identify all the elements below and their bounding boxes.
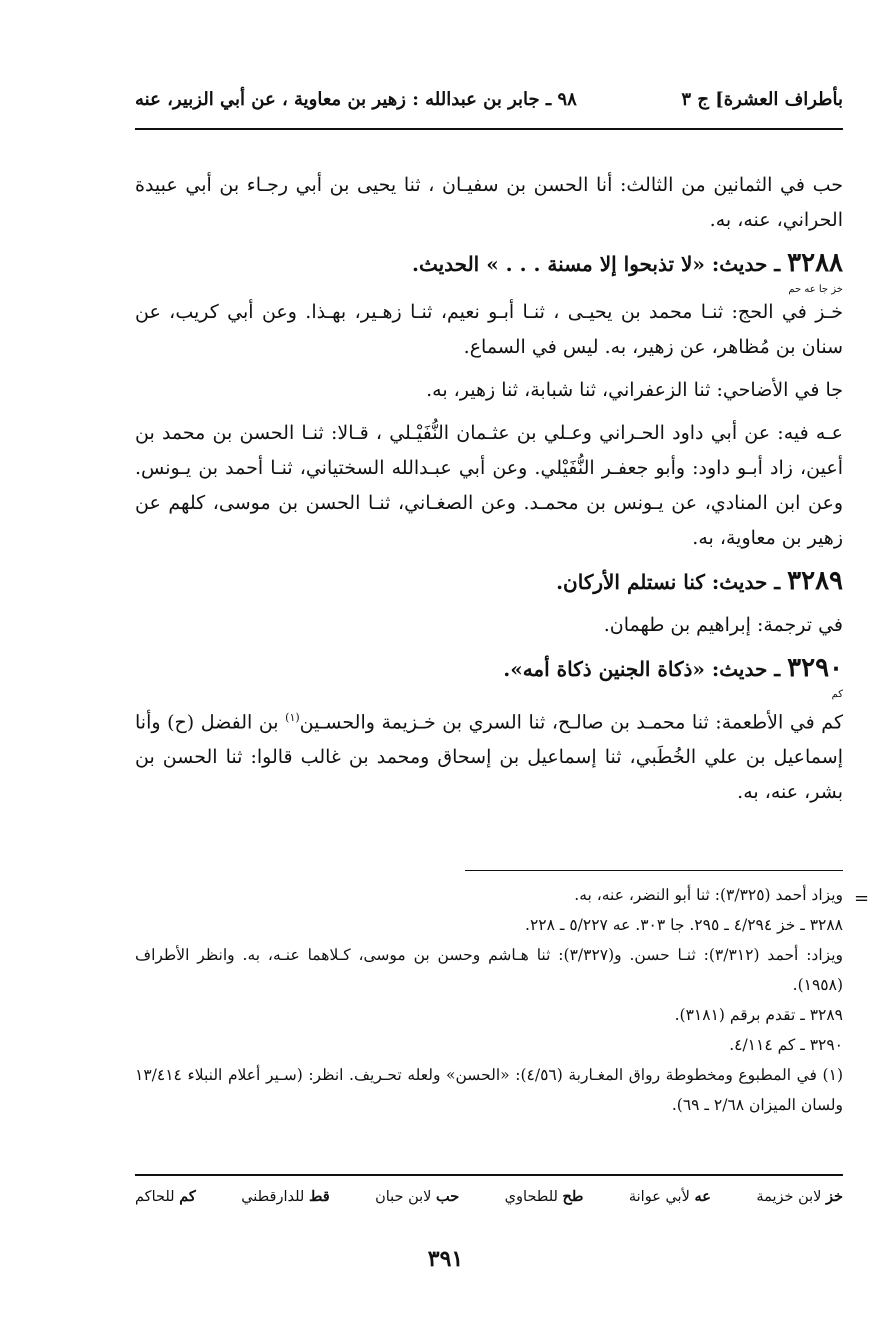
footnote-line: (١) في المطبوع ومخطوطة رواق المغـاربة (٤/٥٦): «الحسن» ولعله تحـريف. انظر: (سـير أعلام النبلاء ١٣/٤١٤ ولسان الميزان ٢/٦٨ ـ ٦٩). [135,1066,843,1114]
header-rule [135,128,843,130]
hadith-number: ٣٢٨٩ [787,566,843,596]
source-sigla: خز جا عه حم [788,284,843,295]
paragraph-part: بن الفضل (ح) وأنا إسماعيل بن علي الخُطَبي، ثنا إسماعيل بن إسحاق ومحمد بن غالب قالوا: ثنا الحسن بن بشر، عنه، به. [135,711,843,804]
footnote-line: ٣٢٩٠ ـ كم ٤/١١٤. [729,1036,843,1054]
paragraph: خـز في الحج: ثنـا محمد بن يحيـى ، ثنـا أبـو نعيم، ثنـا زهـير، بهـذا. وعن أبي كريب، عن سنان بن مُظاهر، عن زهير، به. ليس في السماع. [135,301,843,358]
footnote-rule [465,870,843,871]
hadith-title: ـ حديث: «لا تذبحوا إلا مسنة . . . » الحديث. [412,252,781,276]
sigla-legend [135,1188,843,1205]
source-sigla: كم [831,689,843,700]
paragraph: جا في الأضاحي: ثنا الزعفراني، ثنا شبابة، ثنا زهير، به. [426,379,843,401]
footnote-line: ويزاد أحمد (٣/٣٢٥): ثنا أبو النضر، عنه، به. [574,886,843,904]
paragraph [135,700,843,810]
legend-item: حب لابن حبان [375,1188,460,1205]
page-number: ٣٩١ [427,1246,464,1272]
legend-item: كم للحاكم [135,1188,196,1205]
hadith-number: ٣٢٩٠ [787,653,843,683]
continuation-mark: = [854,888,870,909]
footnotes [135,880,843,1120]
footnote-line: ويزاد: أحمد (٣/٣١٢): ثنـا حسن. و(٣/٣٢٧): ثنا هـاشم وحسن بن موسى، كـلاهما عنـه، به. وانظر الأطراف (١٩٥٨). [135,946,843,994]
running-header [135,82,843,116]
legend-item: قط للدارقطني [241,1188,330,1205]
main-text [135,168,843,818]
hadith-heading-3289 [135,564,843,600]
paragraph: في ترجمة: إبراهيم بن طهمان. [603,614,843,636]
hadith-heading-3288 [135,246,843,282]
legend-rule [135,1174,843,1176]
legend-item: طح للطحاوي [504,1188,584,1205]
header-left-text: ٩٨ ـ جابر بن عبدالله : زهير بن معاوية ، عن أبي الزبير، عنه [135,88,577,110]
paragraph: عـه فيه: عن أبي داود الحـراني وعـلي بن عثـمان النُّفَيْـلي ، قـالا: ثنـا الحسن بن محمد بن أعين، زاد أبـو داود: وأبو جعفـر النُّفَيْلي. وعن أبي عبـدالله السختياني، ثنـا أحمد بن يـونس. وعن ابن المنادي، عن يـونس بن محمـد. وعن الصغـاني، ثنـا الحسن بن موسى، كلهم عن زهير بن معاوية، به. [135,422,843,549]
legend-item: عه لأبي عوانة [628,1188,711,1205]
legend-item: خز لابن خزيمة [756,1188,843,1205]
header-right-text: بأطراف العشرة] ج ٣ [681,88,843,110]
hadith-heading-3290 [135,651,843,687]
hadith-number: ٣٢٨٨ [787,248,843,278]
hadith-title: ـ حديث: كنا نستلم الأركان. [556,570,781,594]
paragraph: حب في الثمانين من الثالث: أنا الحسن بن سفيـان ، ثنا يحيى بن أبي رجـاء بن أبي عبيدة الحراني، عنه، به. [135,174,843,231]
footnote-marker: (١) [285,711,300,724]
paragraph-part: كم في الأطعمة: ثنا محمـد بن صالـح، ثنا السري بن خـزيمة والحسـين [299,711,843,734]
footnote-line: ٣٢٨٨ ـ خز ٤/٢٩٤ ـ ٢٩٥. جا ٣٠٣. عه ٥/٢٢٧ ـ ٢٢٨. [525,916,843,934]
footnote-line: ٣٢٨٩ ـ تقدم برقم (٣١٨١). [674,1006,843,1024]
hadith-title: ـ حديث: «ذكاة الجنين ذكاة أمه». [503,657,781,681]
